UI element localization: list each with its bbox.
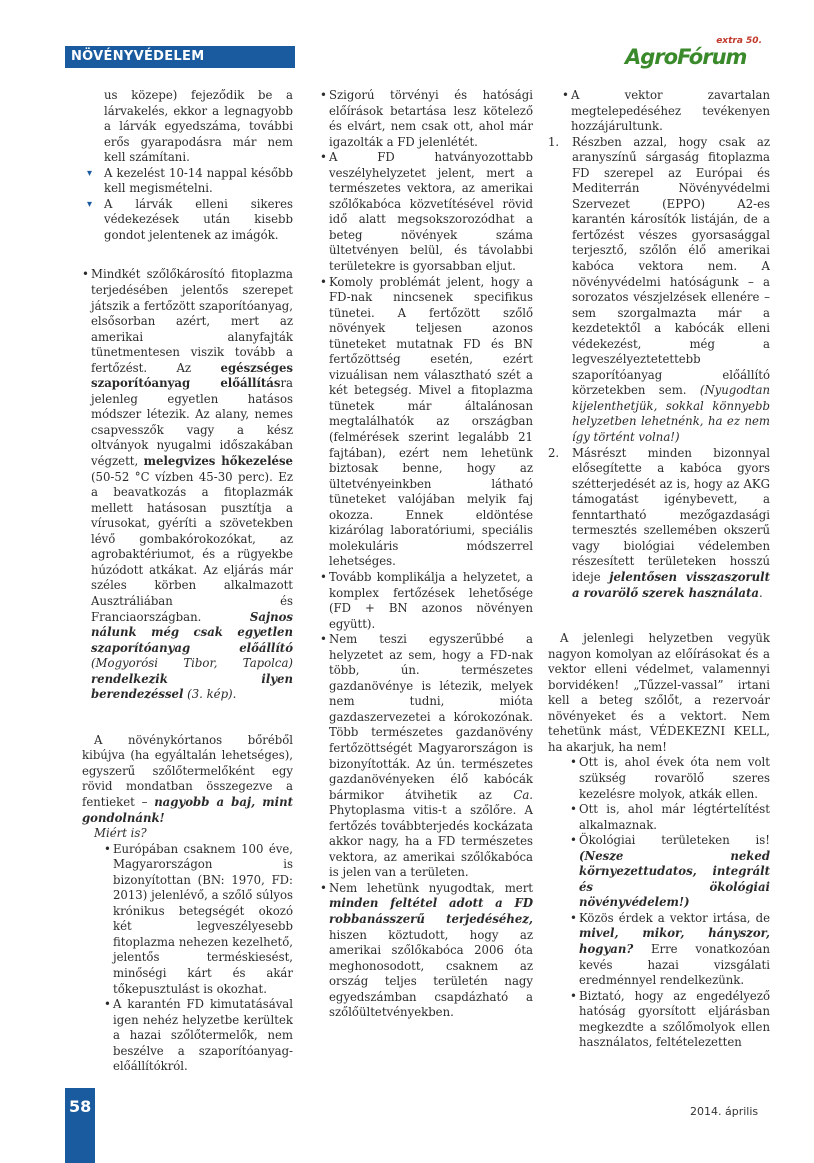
list-item: • Európában csaknem 100 éve, Magyarországon is bizonyítottan (BN: 1970, FD: 2013) jelenlévő, a szőlő súlyos krónikus betegségét okozó két legveszélyesebb fitoplazma nehezen kezelhető, jelentős terméskiesést, minőségi kárt és akár tőkepusztulást is okozhat. — [104, 842, 293, 997]
list-item: • Ott is, ahol évek óta nem volt szükség rovarölő szeres kezelésre molyok, atkák ellen. — [570, 755, 770, 802]
logo-brand: AgroFórum — [625, 45, 747, 69]
list-item: • A vektor zavartalan megtelepedéséhez tevékenyen hozzájárultunk. — [562, 88, 770, 135]
page-number: 58 — [69, 1097, 92, 1116]
bullet-list — [548, 88, 770, 135]
column-3 — [548, 88, 770, 1051]
magazine-logo — [625, 36, 770, 72]
list-item: • Ott is, ahol már légtértelítést alkalmaznak. — [570, 802, 770, 833]
list-item: ▾ A kezelést 10-14 nappal később kell megismételni. — [82, 166, 293, 197]
section-header-bar — [65, 46, 295, 68]
column-2 — [320, 88, 533, 1021]
numbered-list — [548, 135, 770, 601]
subheading: Miért is? — [94, 826, 147, 841]
list-item: • Komoly problémát jelent, hogy a FD-nak nincsenek specifikus tünetei. A fertőzött szőlő növények teljesen azonos tüneteket mutatnak FD és BN fertőzöttség esetén, ezért vizuálisan nem választható szét a két betegség. Mivel a fitoplazma tünetek már általánosan megtalálhatók az országban (felmérések szerint legalább 21 fajtában), ezért nem lehetünk biztosak benne, hogy az ültetvényeinkben látható tüneteket valójában melyik faj okozza. Ennek eldöntése kizárólag laboratóriumi, speciális molekuláris módszerrel lehetséges. — [320, 275, 533, 570]
triangle-list — [82, 166, 293, 244]
bullet-list — [82, 267, 293, 702]
continued-text: us közepe) fejeződik be a lárvakelés, ekkor a legnagyobb a lárvák egyedszáma, további erős gyarapodásra már nem kell számítani. — [104, 88, 293, 165]
logo-extra: extra 50. — [716, 36, 762, 46]
list-item: • Nem teszi egyszerűbbé a helyzetet az sem, hogy a FD-nak több, ún. természetes gazdanövénye is létezik, melyek nem tudni, mióta gazdaszervezetei a kórokozónak. Több természetes gazdanövény fertőzöttségét Magyarországon is bizonyították. Az ún. természetes gazdanövényeken élő kabócák bármikor átvihetik az Ca. Phytoplasma vitis-t a szőlőre. A fertőzés továbbterjedés kockázata akkor nagy, ha a FD természetes vektora, az amerikai szőlőkabóca is jelen van a területen. — [320, 632, 533, 881]
list-item: • Tovább komplikálja a helyzetet, a komplex fertőzések lehetősége (FD + BN azonos növényen együtt). — [320, 570, 533, 632]
list-item: ▾ A lárvák elleni sikeres védekezések után kisebb gondot jelentenek az imágók. — [82, 197, 293, 244]
list-item: • Mindkét szőlőkárosító fitoplazma terjedésében jelentős szerepet játszik a fertőzött szaporítóanyag, elsősorban azért, mert az amerikai alanyfajták tünetmentesen viszik tovább a fertőzést. Az egészséges szaporítóanyag előállításra jelenleg egyetlen hatásos módszer létezik. Az alany, nemes csapvesszők vagy a kész oltványok nyugalmi időszakában végzett, melegvizes hőkezelése (50-52 °C vízben 45-30 perc). Ez a beavatkozás a fitoplazmák mellett hatásosan pusztítja a vírusokat, gyéríti a szövetekben lévő gombakórokozókat, az agrobaktériumot, és a rügyekbe húzódott atkákat. Az eljárás már széles körben alkalmazott Ausztráliában és Franciaországban. Sajnos nálunk még csak egyetlen szaporítóanyag előállító (Mogyorósi Tibor, Tapolca) rendelkezik ilyen berendezéssel (3. kép). — [82, 267, 293, 702]
list-item: • A FD hatványozottabb veszélyhelyzetet jelent, mert a természetes vektora, az amerikai szőlőkabóca közvetítésével rövid idő alatt megsokszorozódhat a beteg növények száma ültetvényen belül, és távolabbi területekre is gyorsabban eljut. — [320, 150, 533, 274]
paragraph: A növénykórtanos bőréből kibújva (ha egyáltalán lehetséges), egyszerű szőlőtermelőként egy rövid mondatban összegezve a fentieket – nagyobb a baj, mint gondolnánk! — [82, 732, 293, 825]
bullet-list — [548, 755, 770, 1050]
list-item: • Ökológiai területeken is! (Nesze neked környezettudatos, integrált és ökológiai növényvédelem!) — [570, 833, 770, 911]
section-title: NÖVÉNYVÉDELEM — [71, 49, 205, 64]
issue-date: 2014. április — [690, 1105, 759, 1118]
bullet-list — [82, 842, 293, 1075]
paragraph: A jelenlegi helyzetben vegyük nagyon komolyan az előírásokat és a vektor elleni védelmet, valamennyi borvidéken! „Tűzzel-vassal” irtani kell a beteg szőlőt, a rezervoár növényeket és a vektort. Nem tehetünk mást, VÉDEKEZNI KELL, ha akarjuk, ha nem! — [548, 631, 770, 754]
list-item: • Közös érdek a vektor irtása, de mivel, mikor, hányszor, hogyan? Erre vonatkozóan kevés hazai vizsgálati eredménnyel rendelkezünk. — [570, 911, 770, 989]
list-item: • Biztató, hogy az engedélyező hatóság gyorsított eljárásban megkezdte a szőlőmolyok ellen használatos, feltételezetten — [570, 989, 770, 1051]
bullet-list — [320, 88, 533, 1021]
list-item: • Nem lehetünk nyugodtak, mert minden feltétel adott a FD robbanásszerű terjedéséhez, hiszen köztudott, hogy az amerikai szőlőkabóca 2006 óta meghonosodott, csaknem az ország teljes területén nagy egyedszámban csapdázható a szőlőültetvényekben. — [320, 881, 533, 1021]
list-item: 1. Részben azzal, hogy csak az aranyszínű sárgaság fitoplazma FD szerepel az Európai és Mediterrán Növényvédelmi Szervezet (EPPO) A2-es karantén károsítók listáján, de a fertőzést vészes gyorsasággal terjesztő, szőlőn élő amerikai kabóca vektora nem. A növényvédelmi hatóságunk – a sorozatos vészjelzések ellenére – sem szorgalmazta már a kezdetektől a kabócák elleni védekezést, még a legveszélyeztetettebb szaporítóanyag előállító körzetekben sem. (Nyugodtan kijelenthetjük, sokkal könnyebb helyzetben lehetnénk, ha ez nem így történt volna!) — [548, 134, 770, 445]
column-1 — [82, 88, 293, 1075]
list-item: 2. Másrészt minden bizonnyal elősegítette a kabóca gyors szétterjedését az is, hogy az AKG támogatást igénybevett, a fenntartható mezőgazdasági termesztés szellemében okszerű vagy biológiai védelemben részesített területeken hosszú ideje jelentősen visszaszorult a rovarölő szerek használata. — [548, 445, 771, 600]
list-item: • Szigorú törvényi és hatósági előírások betartása lesz kötelező és elvárt, nem csak ott, ahol már igazolták a FD jelenlétét. — [320, 88, 533, 150]
list-item: • A karantén FD kimutatásával igen nehéz helyzetbe kerültek a hazai szőlőtermelők, nem beszélve a szaporítóanyag-előállítókról. — [104, 997, 293, 1075]
